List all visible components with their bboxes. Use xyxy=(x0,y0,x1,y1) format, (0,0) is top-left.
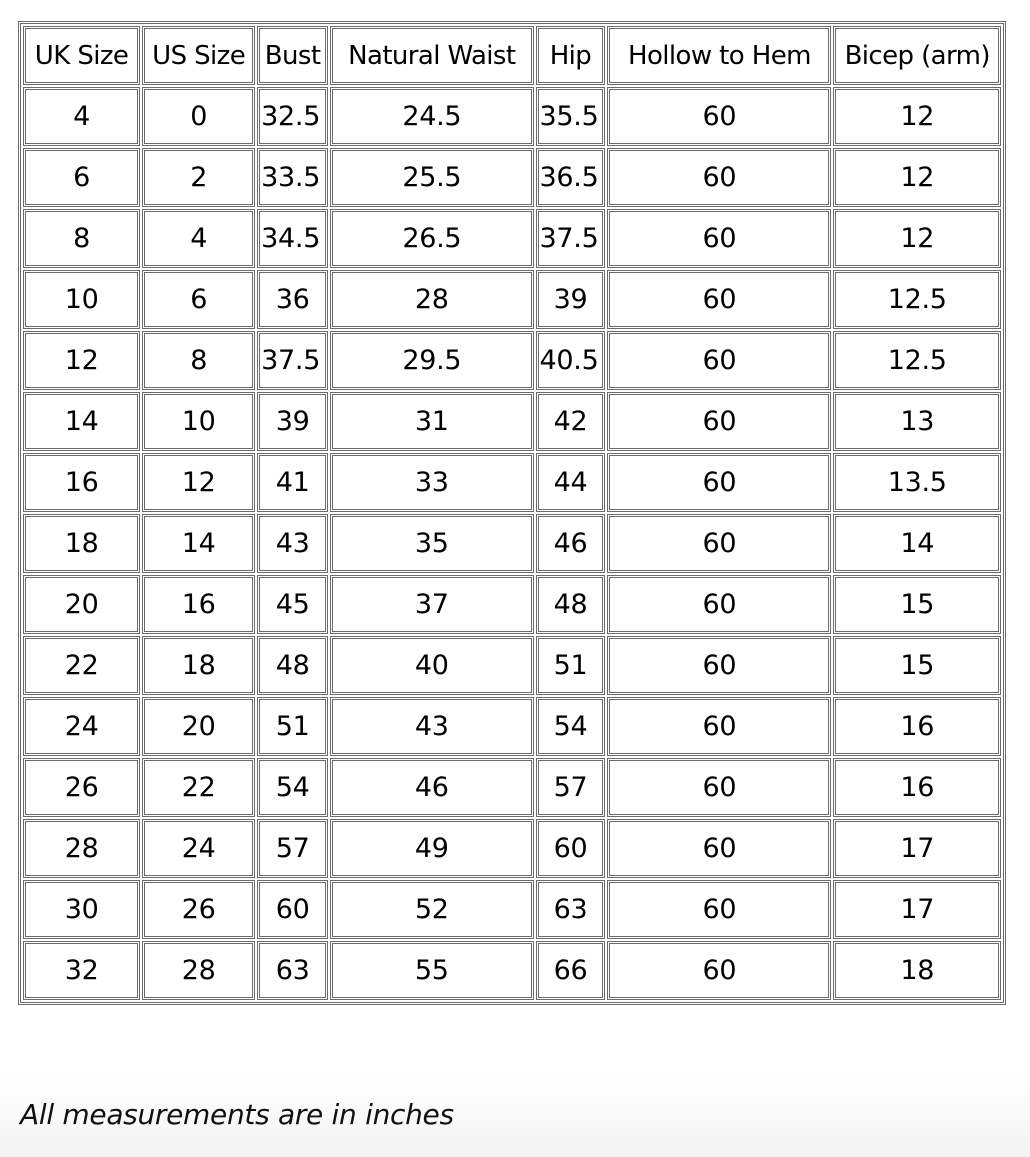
cell-bust: 45 xyxy=(257,575,328,634)
header-natural-waist: Natural Waist xyxy=(330,26,533,85)
cell-bust: 51 xyxy=(257,697,328,756)
cell-natural-waist: 28 xyxy=(330,270,533,329)
cell-bust: 39 xyxy=(257,392,328,451)
cell-hip: 39 xyxy=(536,270,606,329)
cell-uk-size: 8 xyxy=(23,209,140,268)
cell-us-size: 4 xyxy=(142,209,255,268)
cell-hollow-to-hem: 60 xyxy=(607,697,831,756)
cell-natural-waist: 55 xyxy=(330,941,533,1000)
cell-hollow-to-hem: 60 xyxy=(607,758,831,817)
header-hollow-to-hem: Hollow to Hem xyxy=(607,26,831,85)
cell-us-size: 28 xyxy=(142,941,255,1000)
table-row xyxy=(23,819,1001,878)
cell-natural-waist: 33 xyxy=(330,453,533,512)
cell-uk-size: 16 xyxy=(23,453,140,512)
cell-us-size: 20 xyxy=(142,697,255,756)
size-chart-container xyxy=(18,21,1006,1005)
cell-hip: 40.5 xyxy=(536,331,606,390)
table-row xyxy=(23,697,1001,756)
table-row xyxy=(23,331,1001,390)
cell-bicep: 15 xyxy=(833,575,1001,634)
cell-hip: 46 xyxy=(536,514,606,573)
cell-uk-size: 24 xyxy=(23,697,140,756)
cell-hip: 35.5 xyxy=(536,87,606,146)
cell-uk-size: 20 xyxy=(23,575,140,634)
cell-hip: 42 xyxy=(536,392,606,451)
cell-bicep: 16 xyxy=(833,697,1001,756)
cell-hollow-to-hem: 60 xyxy=(607,880,831,939)
cell-us-size: 26 xyxy=(142,880,255,939)
cell-bicep: 15 xyxy=(833,636,1001,695)
header-uk-size: UK Size xyxy=(23,26,140,85)
cell-us-size: 16 xyxy=(142,575,255,634)
cell-uk-size: 4 xyxy=(23,87,140,146)
cell-bicep: 17 xyxy=(833,880,1001,939)
cell-natural-waist: 52 xyxy=(330,880,533,939)
cell-bust: 37.5 xyxy=(257,331,328,390)
cell-uk-size: 22 xyxy=(23,636,140,695)
cell-uk-size: 10 xyxy=(23,270,140,329)
cell-us-size: 18 xyxy=(142,636,255,695)
cell-hollow-to-hem: 60 xyxy=(607,819,831,878)
cell-bicep: 12.5 xyxy=(833,270,1001,329)
cell-us-size: 10 xyxy=(142,392,255,451)
header-bicep: Bicep (arm) xyxy=(833,26,1001,85)
cell-hollow-to-hem: 60 xyxy=(607,148,831,207)
cell-bust: 63 xyxy=(257,941,328,1000)
cell-bust: 48 xyxy=(257,636,328,695)
cell-natural-waist: 31 xyxy=(330,392,533,451)
cell-uk-size: 6 xyxy=(23,148,140,207)
measurement-note: All measurements are in inches xyxy=(20,1098,454,1131)
table-row xyxy=(23,270,1001,329)
table-row xyxy=(23,392,1001,451)
cell-hip: 48 xyxy=(536,575,606,634)
cell-us-size: 12 xyxy=(142,453,255,512)
table-row xyxy=(23,636,1001,695)
table-row xyxy=(23,514,1001,573)
cell-hollow-to-hem: 60 xyxy=(607,270,831,329)
cell-us-size: 6 xyxy=(142,270,255,329)
cell-bust: 60 xyxy=(257,880,328,939)
cell-bust: 36 xyxy=(257,270,328,329)
cell-hollow-to-hem: 60 xyxy=(607,575,831,634)
cell-hollow-to-hem: 60 xyxy=(607,209,831,268)
cell-uk-size: 28 xyxy=(23,819,140,878)
table-row xyxy=(23,87,1001,146)
table-row xyxy=(23,941,1001,1000)
cell-bicep: 17 xyxy=(833,819,1001,878)
cell-hollow-to-hem: 60 xyxy=(607,392,831,451)
size-chart-table xyxy=(18,21,1006,1005)
table-row xyxy=(23,880,1001,939)
cell-natural-waist: 43 xyxy=(330,697,533,756)
cell-natural-waist: 24.5 xyxy=(330,87,533,146)
cell-bicep: 13.5 xyxy=(833,453,1001,512)
cell-uk-size: 18 xyxy=(23,514,140,573)
cell-hip: 44 xyxy=(536,453,606,512)
cell-hip: 66 xyxy=(536,941,606,1000)
cell-us-size: 24 xyxy=(142,819,255,878)
header-hip: Hip xyxy=(536,26,606,85)
cell-bicep: 12 xyxy=(833,87,1001,146)
cell-hip: 63 xyxy=(536,880,606,939)
cell-us-size: 22 xyxy=(142,758,255,817)
cell-hip: 51 xyxy=(536,636,606,695)
cell-bicep: 12 xyxy=(833,209,1001,268)
size-chart-body xyxy=(23,87,1001,1000)
cell-natural-waist: 35 xyxy=(330,514,533,573)
cell-uk-size: 30 xyxy=(23,880,140,939)
cell-natural-waist: 49 xyxy=(330,819,533,878)
cell-hip: 60 xyxy=(536,819,606,878)
cell-hip: 57 xyxy=(536,758,606,817)
cell-bust: 32.5 xyxy=(257,87,328,146)
cell-natural-waist: 37 xyxy=(330,575,533,634)
table-row xyxy=(23,758,1001,817)
cell-natural-waist: 29.5 xyxy=(330,331,533,390)
cell-hollow-to-hem: 60 xyxy=(607,453,831,512)
cell-bust: 34.5 xyxy=(257,209,328,268)
cell-bicep: 12 xyxy=(833,148,1001,207)
cell-natural-waist: 46 xyxy=(330,758,533,817)
header-bust: Bust xyxy=(257,26,328,85)
cell-natural-waist: 26.5 xyxy=(330,209,533,268)
cell-uk-size: 12 xyxy=(23,331,140,390)
cell-bicep: 18 xyxy=(833,941,1001,1000)
cell-bust: 54 xyxy=(257,758,328,817)
cell-bust: 33.5 xyxy=(257,148,328,207)
cell-hip: 54 xyxy=(536,697,606,756)
cell-us-size: 14 xyxy=(142,514,255,573)
cell-hip: 37.5 xyxy=(536,209,606,268)
cell-bust: 43 xyxy=(257,514,328,573)
cell-hollow-to-hem: 60 xyxy=(607,514,831,573)
cell-hip: 36.5 xyxy=(536,148,606,207)
cell-us-size: 8 xyxy=(142,331,255,390)
cell-bust: 57 xyxy=(257,819,328,878)
header-row xyxy=(23,26,1001,85)
cell-hollow-to-hem: 60 xyxy=(607,87,831,146)
cell-hollow-to-hem: 60 xyxy=(607,636,831,695)
table-row xyxy=(23,148,1001,207)
cell-hollow-to-hem: 60 xyxy=(607,331,831,390)
cell-bicep: 16 xyxy=(833,758,1001,817)
header-us-size: US Size xyxy=(142,26,255,85)
cell-bicep: 14 xyxy=(833,514,1001,573)
table-row xyxy=(23,575,1001,634)
cell-hollow-to-hem: 60 xyxy=(607,941,831,1000)
cell-bicep: 12.5 xyxy=(833,331,1001,390)
cell-us-size: 0 xyxy=(142,87,255,146)
cell-natural-waist: 40 xyxy=(330,636,533,695)
cell-natural-waist: 25.5 xyxy=(330,148,533,207)
cell-bust: 41 xyxy=(257,453,328,512)
cell-us-size: 2 xyxy=(142,148,255,207)
cell-uk-size: 26 xyxy=(23,758,140,817)
cell-uk-size: 14 xyxy=(23,392,140,451)
table-row xyxy=(23,209,1001,268)
table-row xyxy=(23,453,1001,512)
cell-uk-size: 32 xyxy=(23,941,140,1000)
cell-bicep: 13 xyxy=(833,392,1001,451)
